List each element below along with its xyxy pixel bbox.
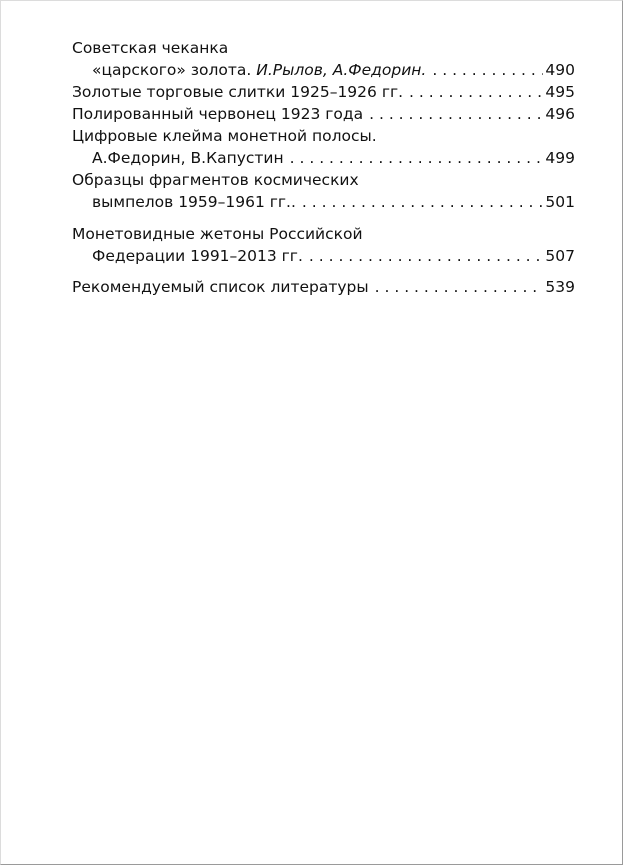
toc-entry-author: А.Федорин, В.Капустин xyxy=(92,149,284,167)
dot-leader xyxy=(302,191,544,213)
toc-entry[interactable] xyxy=(72,276,575,298)
toc-entry-page: 539 xyxy=(545,278,575,296)
dot-leader xyxy=(409,81,543,103)
toc-entry-title: Полированный червонец 1923 года xyxy=(72,105,364,123)
toc-entry-title: Рекомендуемый список литературы xyxy=(72,278,369,296)
toc-entry-author: И.Рылов, А.Федорин. xyxy=(256,61,427,79)
dot-leader xyxy=(290,147,544,169)
toc-entry[interactable] xyxy=(72,223,575,267)
toc-entry-page: 495 xyxy=(545,83,575,101)
toc-entry[interactable] xyxy=(72,81,575,103)
toc-entry-title: Золотые торговые слитки 1925–1926 гг. xyxy=(72,83,404,101)
toc-entry[interactable] xyxy=(72,103,575,125)
toc-entry-title: Цифровые клейма монетной полосы. xyxy=(72,127,377,145)
dot-leader xyxy=(369,103,543,125)
table-of-contents xyxy=(72,37,575,298)
toc-entry-page: 501 xyxy=(545,193,575,211)
dot-leader xyxy=(432,59,543,81)
toc-entry-title: Монетовидные жетоны Российской xyxy=(72,225,363,243)
dot-leader xyxy=(309,245,544,267)
toc-entry[interactable] xyxy=(72,169,575,213)
dot-leader xyxy=(375,276,544,298)
toc-entry[interactable] xyxy=(72,37,575,81)
toc-entry-page: 507 xyxy=(545,247,575,265)
toc-entry-page: 490 xyxy=(545,61,575,79)
toc-entry-title-cont: «царского» золота. xyxy=(92,61,257,79)
toc-entry-title: Образцы фрагментов космических xyxy=(72,171,359,189)
toc-entry-page: 496 xyxy=(545,105,575,123)
toc-entry-page: 499 xyxy=(545,149,575,167)
toc-entry-title: Советская чеканка xyxy=(72,39,229,57)
toc-entry[interactable] xyxy=(72,125,575,169)
toc-entry-title-cont: вымпелов 1959–1961 гг.. xyxy=(92,193,296,211)
toc-entry-title-cont: Федерации 1991–2013 гг. xyxy=(92,247,303,265)
